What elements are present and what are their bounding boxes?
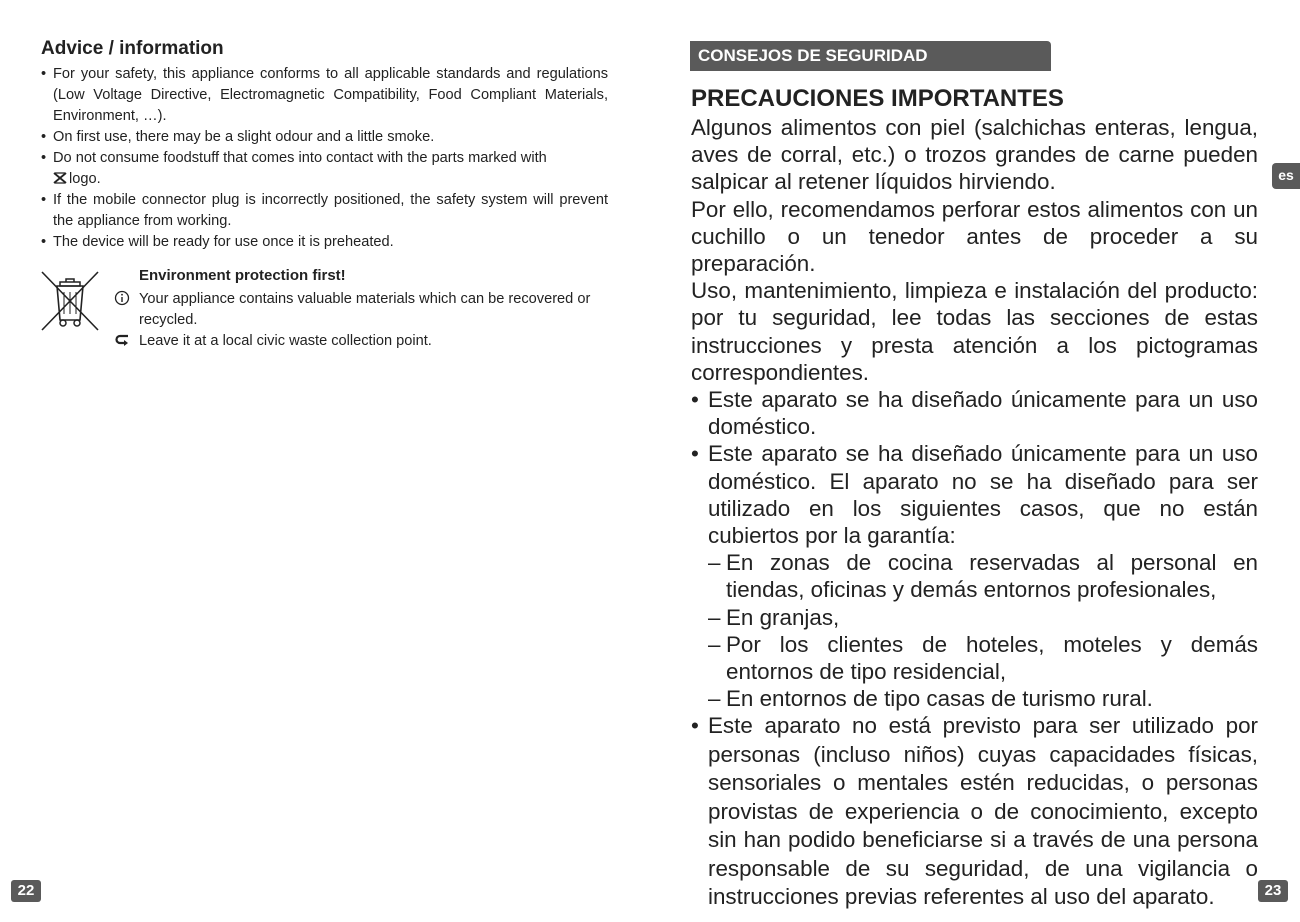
- spanish-body: [691, 114, 1258, 912]
- intro-paragraph-2: Por ello, recomendamos perforar estos alimentos con un cuchillo o un tenedor antes de proceder a su preparación.: [691, 196, 1258, 277]
- environment-leave-text: Leave it at a local civic waste collection point.: [139, 333, 432, 349]
- environment-info-text: Your appliance contains valuable materials which can be recovered or recycled.: [139, 291, 591, 328]
- curved-arrow-icon: [113, 331, 131, 352]
- list-item: • If the mobile connector plug is incorrectly positioned, the safety system will prevent the appliance from working.: [41, 190, 608, 232]
- bullet-item: • Este aparato se ha diseñado únicamente para un uso doméstico. El aparato no se ha diseñado para ser utilizado en los siguientes casos, que no están cubiertos por la garantía:: [691, 440, 1258, 549]
- environment-title: Environment protection first!: [139, 267, 346, 284]
- advice-heading: Advice / information: [41, 38, 224, 59]
- advice-list: [41, 64, 608, 253]
- no-food-contact-icon: [53, 171, 67, 185]
- section-header: CONSEJOS DE SEGURIDAD: [690, 41, 1051, 71]
- list-item-text: Do not consume foodstuff that comes into contact with the parts marked with: [53, 150, 547, 166]
- bullet-item: • Este aparato no está previsto para ser utilizado por personas (incluso niños) cuyas capacidades físicas, sensoriales o mentales estén reducidas, o personas provistas de experiencia o de conocimiento, excepto sin han podido beneficiarse si a través de una persona responsable de su seguridad, de una vigilancia o instrucciones previas referentes al uso del aparato.: [691, 712, 1258, 912]
- sub-list-item: – Por los clientes de hoteles, moteles y demás entornos de tipo residencial,: [691, 631, 1258, 685]
- sub-list-item: – En granjas,: [691, 604, 1258, 631]
- language-tab: es: [1272, 163, 1300, 189]
- sub-list-item: – En zonas de cocina reservadas al personal en tiendas, oficinas y demás entornos profesionales,: [691, 549, 1258, 603]
- list-item: • The device will be ready for use once it is preheated.: [41, 232, 608, 253]
- list-item: [41, 148, 608, 190]
- page-number-right: 23: [1258, 880, 1288, 902]
- list-item: • For your safety, this appliance conforms to all applicable standards and regulations (Low Voltage Directive, Electromagnetic Compatibility, Food Compliant Materials, Environment, …).: [41, 64, 608, 127]
- list-item: • On first use, there may be a slight odour and a little smoke.: [41, 127, 608, 148]
- intro-paragraph-3: Uso, mantenimiento, limpieza e instalación del producto: por tu seguridad, lee todas las secciones de estas instrucciones y presta atención a los pictogramas correspondientes.: [691, 278, 1258, 385]
- intro-paragraph-1: Algunos alimentos con piel (salchichas enteras, lengua, aves de corral, etc.) o trozos grandes de carne pueden salpicar al retener líquidos hirviendo.: [691, 115, 1258, 195]
- logo-suffix: logo.: [69, 171, 101, 187]
- bullet-item: • Este aparato se ha diseñado únicamente para un uso doméstico.: [691, 386, 1258, 440]
- crossed-out-bin-icon: [40, 270, 100, 332]
- sub-list-item: – En entornos de tipo casas de turismo rural.: [691, 685, 1258, 712]
- info-circle-icon: [113, 289, 131, 310]
- environment-leave-row: [113, 331, 608, 352]
- page-title: PRECAUCIONES IMPORTANTES: [691, 85, 1064, 112]
- environment-info-row: [113, 289, 608, 331]
- page-number-left: 22: [11, 880, 41, 902]
